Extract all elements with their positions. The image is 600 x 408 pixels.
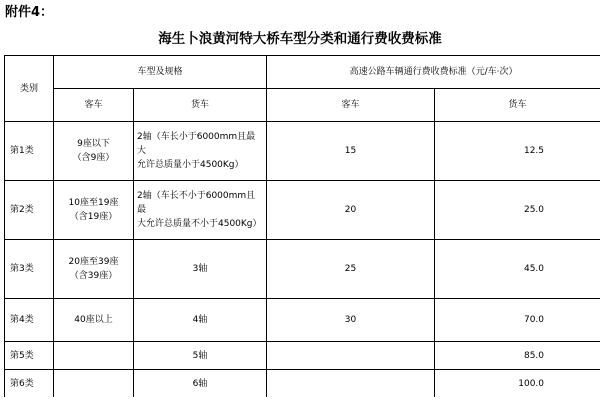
table-row (5, 181, 600, 240)
row-passenger-fee (267, 370, 435, 398)
table-row (5, 299, 600, 342)
passenger-spec-line2: （含9座） (72, 153, 115, 163)
row-passenger-fee (267, 342, 435, 370)
row-truck-fee: 100.0 (435, 370, 600, 398)
row-passenger-spec (54, 181, 134, 240)
table-row (5, 342, 600, 370)
row-truck-spec: 6轴 (134, 370, 267, 398)
fee-table (4, 55, 600, 397)
passenger-spec-line1: 20座至39座 (68, 257, 119, 267)
row-category: 第1类 (5, 122, 54, 181)
header-vehicle-spec: 车型及规格 (54, 56, 267, 89)
row-truck-spec: 5轴 (134, 342, 267, 370)
subheader-truck-spec: 货车 (134, 89, 267, 122)
table-subheader-row (5, 89, 600, 122)
row-category: 第5类 (5, 342, 54, 370)
row-category: 第4类 (5, 299, 54, 342)
subheader-passenger-fee: 客车 (267, 89, 435, 122)
row-passenger-fee: 25 (267, 240, 435, 299)
passenger-spec-line2: （含19座） (69, 212, 118, 222)
row-passenger-fee: 20 (267, 181, 435, 240)
row-passenger-fee: 30 (267, 299, 435, 342)
table-row (5, 370, 600, 398)
row-passenger-fee: 15 (267, 122, 435, 181)
row-passenger-spec (54, 240, 134, 299)
table-header-row (5, 56, 600, 89)
subheader-truck-fee: 货车 (435, 89, 600, 122)
row-truck-spec: 3轴 (134, 240, 267, 299)
truck-spec-line2: 大允许总质量不小于4500Kg） (137, 219, 262, 229)
row-truck-spec (134, 122, 267, 181)
row-passenger-spec (54, 122, 134, 181)
header-category: 类别 (5, 56, 54, 122)
truck-spec-line1: 2轴（车长不小于6000mm且最 (137, 191, 256, 215)
row-truck-fee: 25.0 (435, 181, 600, 240)
truck-spec-line1: 2轴（车长小于6000mm且最大 (137, 132, 256, 156)
truck-spec-line2: 允许总质量小于4500Kg） (137, 160, 244, 170)
row-passenger-spec (54, 370, 134, 398)
row-truck-fee: 45.0 (435, 240, 600, 299)
passenger-spec-line1: 9座以下 (77, 139, 110, 149)
row-truck-fee: 85.0 (435, 342, 600, 370)
passenger-spec-line2: （含39座） (69, 271, 118, 281)
attachment-label: 附件4： (5, 5, 54, 20)
row-passenger-spec: 40座以上 (54, 299, 134, 342)
table-row (5, 122, 600, 181)
row-category: 第2类 (5, 181, 54, 240)
passenger-spec-line1: 10座至19座 (68, 198, 119, 208)
row-truck-spec (134, 181, 267, 240)
row-passenger-spec (54, 342, 134, 370)
document-title: 海生卜浪黄河特大桥车型分类和通行费收费标准 (158, 31, 442, 47)
row-truck-fee: 70.0 (435, 299, 600, 342)
header-fee-standard: 高速公路车辆通行费收费标准（元/车·次） (267, 56, 600, 89)
row-truck-fee: 12.5 (435, 122, 600, 181)
table-row (5, 240, 600, 299)
row-truck-spec: 4轴 (134, 299, 267, 342)
row-category: 第3类 (5, 240, 54, 299)
subheader-passenger-spec: 客车 (54, 89, 134, 122)
row-category: 第6类 (5, 370, 54, 398)
